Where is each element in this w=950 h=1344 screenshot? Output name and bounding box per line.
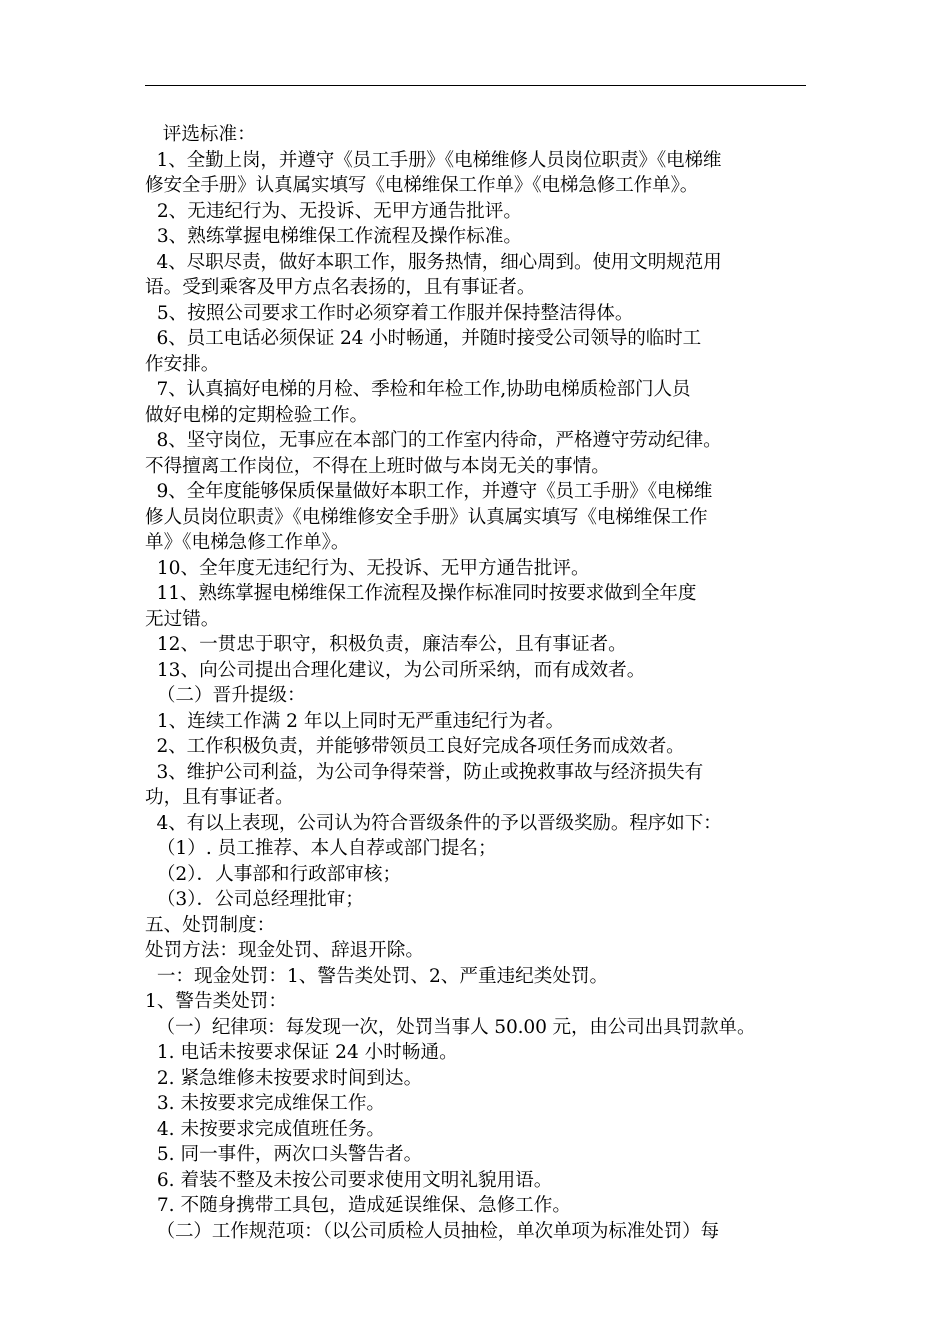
text-line: 6、员工电话必须保证 24 小时畅通，并随时接受公司领导的临时工: [145, 328, 702, 349]
text-line: （2）．人事部和行政部审核；: [145, 863, 402, 885]
section-heading: 五、处罚制度：: [145, 914, 276, 936]
text-line: 4. 未按要求完成值班任务。: [145, 1118, 386, 1140]
text-line: 7、认真搞好电梯的月检、季检和年检工作,协助电梯质检部门人员: [145, 379, 691, 400]
text-line: 2. 紧急维修未按要求时间到达。: [145, 1067, 423, 1089]
text-line: 不得擅离工作岗位，不得在上班时做与本岗无关的事情。: [145, 455, 610, 477]
text-line: 5、按照公司要求工作时必须穿着工作服并保持整洁得体。: [145, 302, 634, 324]
document-body: [145, 122, 835, 1244]
text-line: （二）晋升提级：: [145, 685, 306, 706]
text-line: 12、一贯忠于职守，积极负责，廉洁奉公，且有事证者。: [145, 634, 627, 655]
text-line: 4、尽职尽责，做好本职工作，服务热情，细心周到。使用文明规范用: [145, 251, 722, 273]
text-line: 2、无违纪行为、无投诉、无甲方通告批评。: [145, 200, 522, 222]
text-line: 1、全勤上岗，并遵守《员工手册》《电梯维修人员岗位职责》《电梯维: [145, 149, 722, 171]
text-line: 修人员岗位职责》《电梯维修安全手册》认真属实填写《电梯维保工作: [145, 506, 708, 528]
text-line: （二）工作规范项：（以公司质检人员抽检，单次单项为标准处罚）每: [145, 1220, 719, 1242]
text-line: 处罚方法：现金处罚、辞退开除。: [145, 940, 424, 961]
text-line: 3. 未按要求完成维保工作。: [145, 1093, 386, 1114]
text-line: 9、全年度能够保质保量做好本职工作，并遵守《员工手册》《电梯维: [145, 481, 713, 502]
text-line: 无过错。: [145, 608, 220, 630]
header-rule: [145, 85, 806, 86]
text-line: （一）纪律项：每发现一次，处罚当事人 50.00 元，由公司出具罚款单。: [145, 1016, 756, 1038]
text-line: 2、工作积极负责，并能够带领员工良好完成各项任务而成效者。: [145, 736, 685, 757]
text-line: 3、维护公司利益，为公司争得荣誉，防止或挽救事故与经济损失有: [145, 761, 704, 783]
text-line: 语。受到乘客及甲方点名表扬的，且有事证者。: [145, 277, 536, 298]
text-line: 做好电梯的定期检验工作。: [145, 404, 369, 426]
text-line: 单》《电梯急修工作单》。: [145, 532, 350, 553]
text-line: 1、警告类处罚：: [145, 991, 287, 1012]
text-line: 6. 着装不整及未按公司要求使用文明礼貌用语。: [145, 1169, 553, 1191]
text-line: 4、有以上表现，公司认为符合晋级条件的予以晋级奖励。程序如下：: [145, 812, 722, 834]
text-line: 13、向公司提出合理化建议，为公司所采纳，而有成效者。: [145, 659, 646, 681]
text-line: （3）．公司总经理批审；: [145, 889, 364, 910]
text-line: 10、全年度无违纪行为、无投诉、无甲方通告批评。: [145, 557, 590, 579]
text-line: （1）. 员工推荐、本人自荐或部门提名；: [145, 838, 497, 859]
text-line: 3、熟练掌握电梯维保工作流程及操作标准。: [145, 226, 522, 247]
text-line: 修安全手册》认真属实填写《电梯维保工作单》《电梯急修工作单》。: [145, 175, 699, 196]
text-line: 7. 不随身携带工具包，造成延误维保、急修工作。: [145, 1195, 571, 1216]
text-line: 一：现金处罚：1、警告类处罚、2、严重违纪类处罚。: [145, 965, 609, 987]
text-line: 评选标准：: [145, 124, 256, 145]
text-line: 功，且有事证者。: [145, 787, 294, 808]
text-line: 5. 同一事件，两次口头警告者。: [145, 1144, 423, 1165]
text-line: 1. 电话未按要求保证 24 小时畅通。: [145, 1042, 458, 1063]
text-line: 11、熟练掌握电梯维保工作流程及操作标准同时按要求做到全年度: [145, 583, 697, 604]
text-line: 1、连续工作满 2 年以上同时无严重违纪行为者。: [145, 710, 565, 732]
text-line: 作安排。: [145, 353, 220, 375]
text-line: 8、坚守岗位，无事应在本部门的工作室内待命，严格遵守劳动纪律。: [145, 430, 722, 451]
